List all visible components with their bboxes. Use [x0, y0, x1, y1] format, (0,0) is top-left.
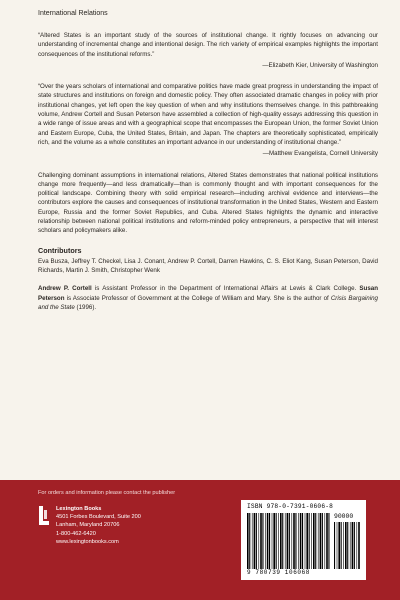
publisher-phone: 1-800-462-6420	[56, 530, 96, 537]
quote-1: “Altered States is an important study of the sources of institutional change. It rightly focuses on advancing our understanding of incremental change and intentional design. The rich variety of empirical examples highlights the important consequences of the institutional reforms.”	[38, 32, 378, 58]
contributors-list: Eva Busza, Jeffrey T. Checkel, Lisa J. Conant, Andrew P. Cortell, Darren Hawkins, C. S. Eliot Kang, Susan Peterson, David Richards, Martin J. Smith, Christopher Wenk	[38, 257, 378, 274]
author-1-bio: is Assistant Professor in the Department of International Affairs at Lewis & Clark College.	[91, 285, 360, 293]
price-code: 90000	[334, 513, 354, 520]
isbn-label: ISBN 978-0-7391-0606-8	[247, 503, 334, 510]
contributors-heading: Contributors	[38, 245, 82, 255]
quote-1-attribution: —Elizabeth Kier, University of Washington	[262, 61, 378, 69]
publisher-logo-icon	[38, 506, 50, 528]
publisher-address-2: Lanham, Maryland 20706	[56, 522, 120, 529]
author-2-name: Susan Peterson	[38, 285, 378, 302]
publisher-address-1: 4501 Forbes Boulevard, Suite 200	[56, 514, 141, 521]
author-bios	[38, 284, 378, 312]
barcode-panel	[241, 500, 366, 580]
ean-number: 9 780739 106068	[247, 569, 311, 576]
book-description: Challenging dominant assumptions in international relations, Altered States demonstrates that national political institutions change more frequently—and less dramatically—than is commonly thought and with important consequences for the political landscape. Combining theory with solid empirical research—including archival evidence and interviews—the contributors explore the causes and consequences of institutional transformation in the United States, Western and Eastern Europe, Russia and the former Soviet Republics, and Cuba. Altered States highlights the dynamic and interactive relationship between national political institutions and reform-minded policy entrepreneurs, a perspective that will interest scholars and policymakers alike.	[38, 171, 378, 235]
ean-barcode-icon	[247, 513, 331, 569]
publisher-website: www.lexingtonbooks.com	[56, 538, 119, 545]
quote-2: “Over the years scholars of international and comparative politics have made great progress in understanding the impact of state structures and institutions on foreign and domestic policy. They often associated dramatic changes in policy with prior institutional changes, yet left open the key question of when and why institutions themselves change. In this pathbreaking volume, Andrew Cortell and Susan Peterson have assembled a collection of high-quality essays addressing this question in a wide range of issue areas and with a geographical scope that encompasses the European Union, the former Soviet Union and Eastern Europe, Cuba, the United States, Britain, and Japan. The chapters are theoretically sophisticated, empirically rich, and the volume as a whole constitutes an important advance in our understanding of institutional change.”	[38, 83, 378, 146]
publisher-name: Lexington Books	[56, 506, 102, 512]
orders-note: For orders and information please contact the publisher	[38, 490, 176, 496]
author-2-bio-end: (1996).	[74, 303, 97, 311]
publisher-band	[0, 480, 400, 600]
category-label: International Relations	[38, 10, 108, 17]
author-2-bio: is Associate Professor of Government at the College of William and Mary. She is the author of	[64, 294, 331, 302]
price-barcode-icon	[334, 522, 360, 569]
publisher-info	[56, 505, 141, 546]
quote-2-attribution: —Matthew Evangelista, Cornell University	[262, 150, 378, 158]
book-title: Crisis Bargaining and the State	[38, 294, 378, 311]
author-1-name: Andrew P. Cortell	[38, 285, 92, 293]
